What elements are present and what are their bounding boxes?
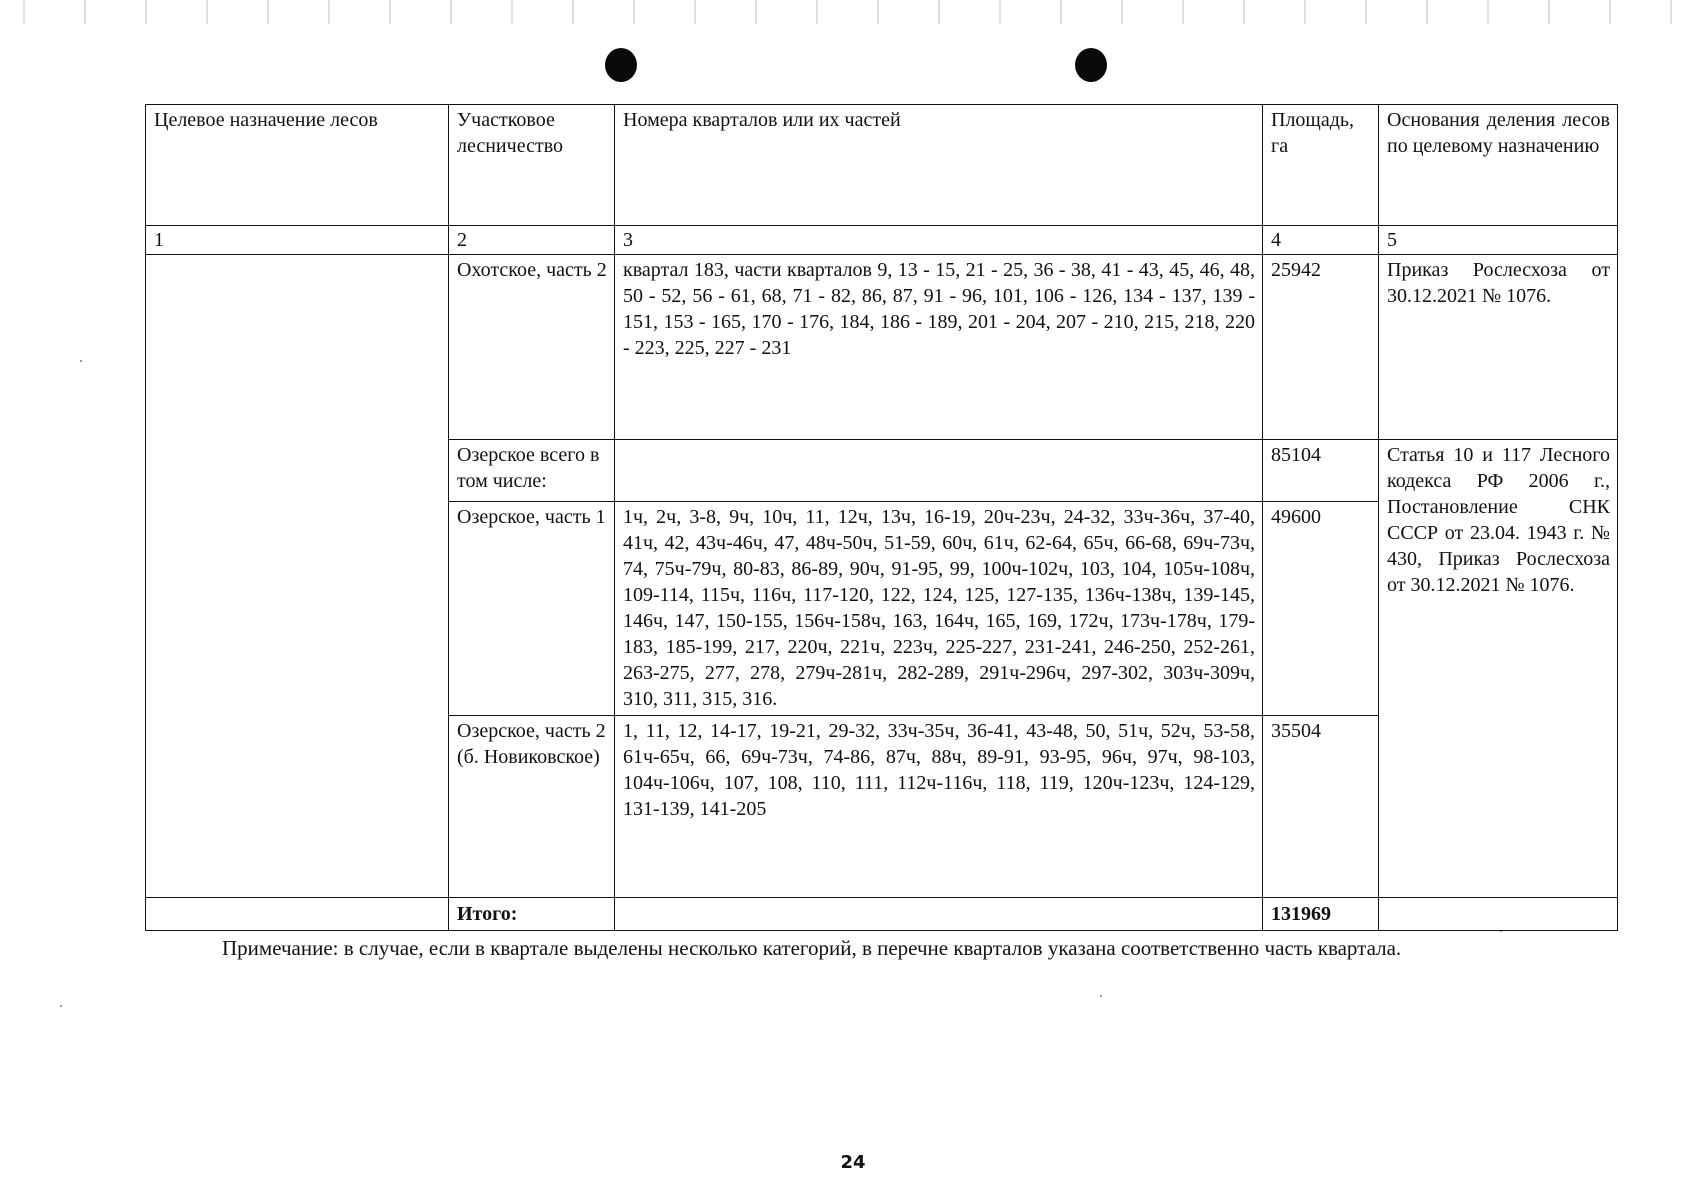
footnote: Примечание: в случае, если в квартале выделены несколько категорий, в перечне кварталов указана соответственно часть квартала. bbox=[222, 936, 1402, 960]
area-cell: 49600 bbox=[1263, 502, 1379, 716]
forestry-cell: Озерское, часть 1 bbox=[449, 502, 615, 716]
area-cell: 85104 bbox=[1263, 440, 1379, 502]
column-number: 3 bbox=[615, 226, 1263, 255]
column-number: 5 bbox=[1379, 226, 1618, 255]
area-cell: 35504 bbox=[1263, 716, 1379, 898]
forestry-cell: Озерское всего в том числе: bbox=[449, 440, 615, 502]
header-purpose: Целевое назначение лесов bbox=[146, 105, 449, 226]
column-number: 1 bbox=[146, 226, 449, 255]
area-cell: 25942 bbox=[1263, 255, 1379, 440]
scan-speck bbox=[60, 1005, 62, 1007]
total-row bbox=[146, 898, 1618, 931]
total-empty-cell bbox=[146, 898, 449, 931]
quarters-cell: 1, 11, 12, 14-17, 19-21, 29-32, 33ч-35ч, 36-41, 43-48, 50, 51ч, 52ч, 53-58, 61ч-65ч, 66, 69ч-73ч, 74-86, 87ч, 88ч, 89-91, 93-95, 96ч, 97ч, 98-103, 104ч-106ч, 107, 108, 110, 111, 112ч-116ч, 118, 119, 120ч-123ч, 124-129, 131-139, 141-205 bbox=[615, 716, 1263, 898]
header-basis: Основания деления лесов по целевому назначению bbox=[1379, 105, 1618, 226]
punch-hole-right bbox=[1075, 48, 1107, 82]
header-forestry: Участковое лесничество bbox=[449, 105, 615, 226]
basis-cell: Статья 10 и 117 Лесного кодекса РФ 2006 г., Постановление СНК СССР от 23.04. 1943 г. № 430, Приказ Рослесхоза от 30.12.2021 № 1076. bbox=[1379, 440, 1618, 898]
total-area: 131969 bbox=[1263, 898, 1379, 931]
basis-cell: Приказ Рослесхоза от 30.12.2021 № 1076. bbox=[1379, 255, 1618, 440]
header-quarters: Номера кварталов или их частей bbox=[615, 105, 1263, 226]
page-number: 24 bbox=[840, 1152, 866, 1173]
total-empty-cell bbox=[615, 898, 1263, 931]
header-area: Площадь, га bbox=[1263, 105, 1379, 226]
forestry-cell: Озерское, часть 2 (б. Новиковское) bbox=[449, 716, 615, 898]
quarters-cell: квартал 183, части кварталов 9, 13 - 15, 21 - 25, 36 - 38, 41 - 43, 45, 46, 48, 50 - 52, 56 - 61, 68, 71 - 82, 86, 87, 91 - 96, 101, 106 - 126, 134 - 137, 139 - 151, 153 - 165, 170 - 176, 184, 186 - 189, 201 - 204, 207 - 210, 215, 218, 220 - 223, 225, 227 - 231 bbox=[615, 255, 1263, 440]
scan-speck bbox=[1100, 995, 1102, 997]
table-header-row bbox=[146, 105, 1618, 226]
scan-noise-top bbox=[0, 0, 1706, 24]
quarters-cell bbox=[615, 440, 1263, 502]
forest-purpose-table bbox=[145, 104, 1618, 931]
total-label: Итого: bbox=[449, 898, 615, 931]
column-number: 4 bbox=[1263, 226, 1379, 255]
table-row bbox=[146, 255, 1618, 440]
forestry-cell: Охотское, часть 2 bbox=[449, 255, 615, 440]
column-number-row bbox=[146, 226, 1618, 255]
total-empty-cell bbox=[1379, 898, 1618, 931]
scan-speck bbox=[80, 360, 82, 362]
quarters-cell: 1ч, 2ч, 3-8, 9ч, 10ч, 11, 12ч, 13ч, 16-19, 20ч-23ч, 24-32, 33ч-36ч, 37-40, 41ч, 42, 43ч-46ч, 47, 48ч-50ч, 51-59, 60ч, 61ч, 62-64, 65ч, 66-68, 69ч-73ч, 74, 75ч-79ч, 80-83, 86-89, 90ч, 91-95, 99, 100ч-102ч, 103, 104, 105ч-108ч, 109-114, 115ч, 116ч, 117-120, 122, 124, 125, 127-135, 136ч-138ч, 139-145, 146ч, 147, 150-155, 156ч-158ч, 163, 164ч, 165, 169, 172ч, 173ч-178ч, 179-183, 185-199, 217, 220ч, 221ч, 223ч, 225-227, 231-241, 246-250, 252-261, 263-275, 277, 278, 279ч-281ч, 282-289, 291ч-296ч, 297-302, 303ч-309ч, 310, 311, 315, 316. bbox=[615, 502, 1263, 716]
purpose-cell bbox=[146, 255, 449, 898]
column-number: 2 bbox=[449, 226, 615, 255]
punch-hole-left bbox=[605, 48, 637, 82]
